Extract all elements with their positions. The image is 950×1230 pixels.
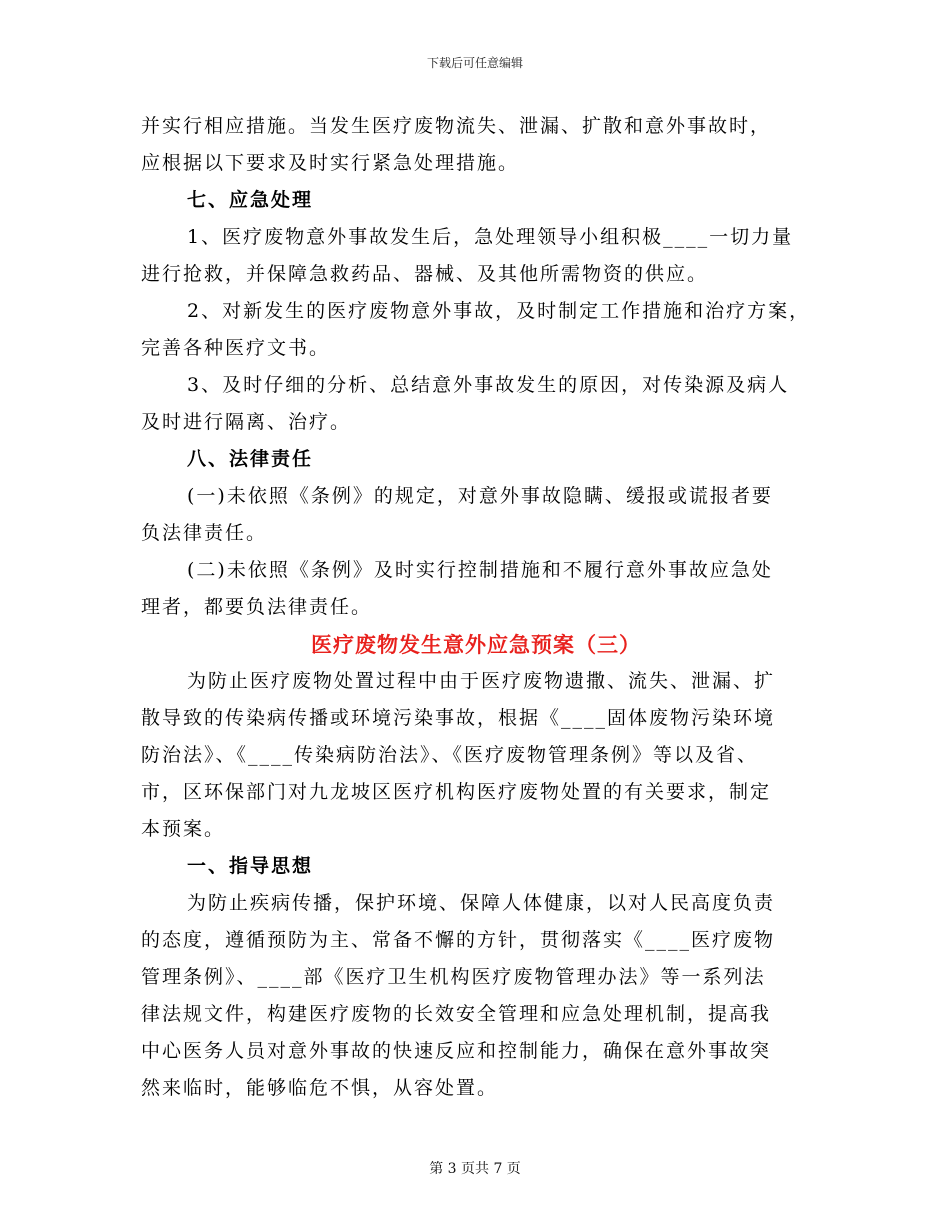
paragraph-line: 本预案。 <box>141 818 226 840</box>
document-body <box>141 108 821 1107</box>
paragraph-line: 市，区环保部门对九龙坡区医疗机构医疗废物处置的有关要求，制定 <box>141 781 772 803</box>
paragraph-line: 为防止疾病传播，保护环境、保障人体健康，以对人民高度负责 <box>187 892 776 914</box>
page-number-footer: 第 3 页共 7 页 <box>429 1161 521 1177</box>
paragraph-line: 然来临时，能够临危不惧，从容处置。 <box>141 1077 499 1099</box>
paragraph-line: (一)未依照《条例》的规定，对意外事故隐瞒、缓报或谎报者要 <box>187 485 773 507</box>
paragraph-line: 防治法》、《____传染病防治法》、《医疗废物管理条例》等以及省、 <box>141 744 759 766</box>
paragraph-line: 为防止医疗废物处置过程中由于医疗废物遗撒、流失、泄漏、扩 <box>187 670 776 692</box>
paragraph-line: 散导致的传染病传播或环境污染事故，根据《____固体废物污染环境 <box>141 707 776 729</box>
paragraph-line: 并实行相应措施。当发生医疗废物流失、泄漏、扩散和意外事故时， <box>141 115 772 137</box>
paragraph-line: 律法规文件，构建医疗废物的长效安全管理和应急处理机制，提高我 <box>141 1003 772 1025</box>
paragraph-line: 完善各种医疗文书。 <box>141 337 331 359</box>
paragraph-line: 进行抢救，并保障急救药品、器械、及其他所需物资的供应。 <box>141 263 709 285</box>
paragraph-line: 管理条例》、____部《医疗卫生机构医疗废物管理办法》等一系列法 <box>141 966 766 988</box>
paragraph-line: 2、对新发生的医疗废物意外事故，及时制定工作措施和治疗方案， <box>187 300 811 322</box>
paragraph-line: 应根据以下要求及时实行紧急处理措施。 <box>141 152 520 174</box>
section-heading-legal: 八、法律责任 <box>187 448 314 470</box>
page-header-note: 下载后可任意编辑 <box>426 56 523 70</box>
paragraph-line: 3、及时仔细的分析、总结意外事故发生的原因，对传染源及病人 <box>187 374 790 396</box>
paragraph-line: 负法律责任。 <box>141 522 268 544</box>
paragraph-line: 理者，都要负法律责任。 <box>141 596 373 618</box>
section-heading-emergency: 七、应急处理 <box>187 189 314 211</box>
paragraph-line: 的态度，遵循预防为主、常备不懈的方针，贯彻落实《____医疗废物 <box>141 929 776 951</box>
section-heading-guiding-thought: 一、指导思想 <box>187 855 314 877</box>
paragraph-line: (二)未依照《条例》及时实行控制措施和不履行意外事故应急处 <box>187 559 773 581</box>
document-title: 医疗废物发生意外应急预案（三） <box>311 632 641 657</box>
paragraph-line: 及时进行隔离、治疗。 <box>141 411 352 433</box>
paragraph-line: 中心医务人员对意外事故的快速反应和控制能力，确保在意外事故突 <box>141 1040 772 1062</box>
paragraph-line: 1、医疗废物意外事故发生后，急处理领导小组积极____一切力量 <box>187 226 794 248</box>
